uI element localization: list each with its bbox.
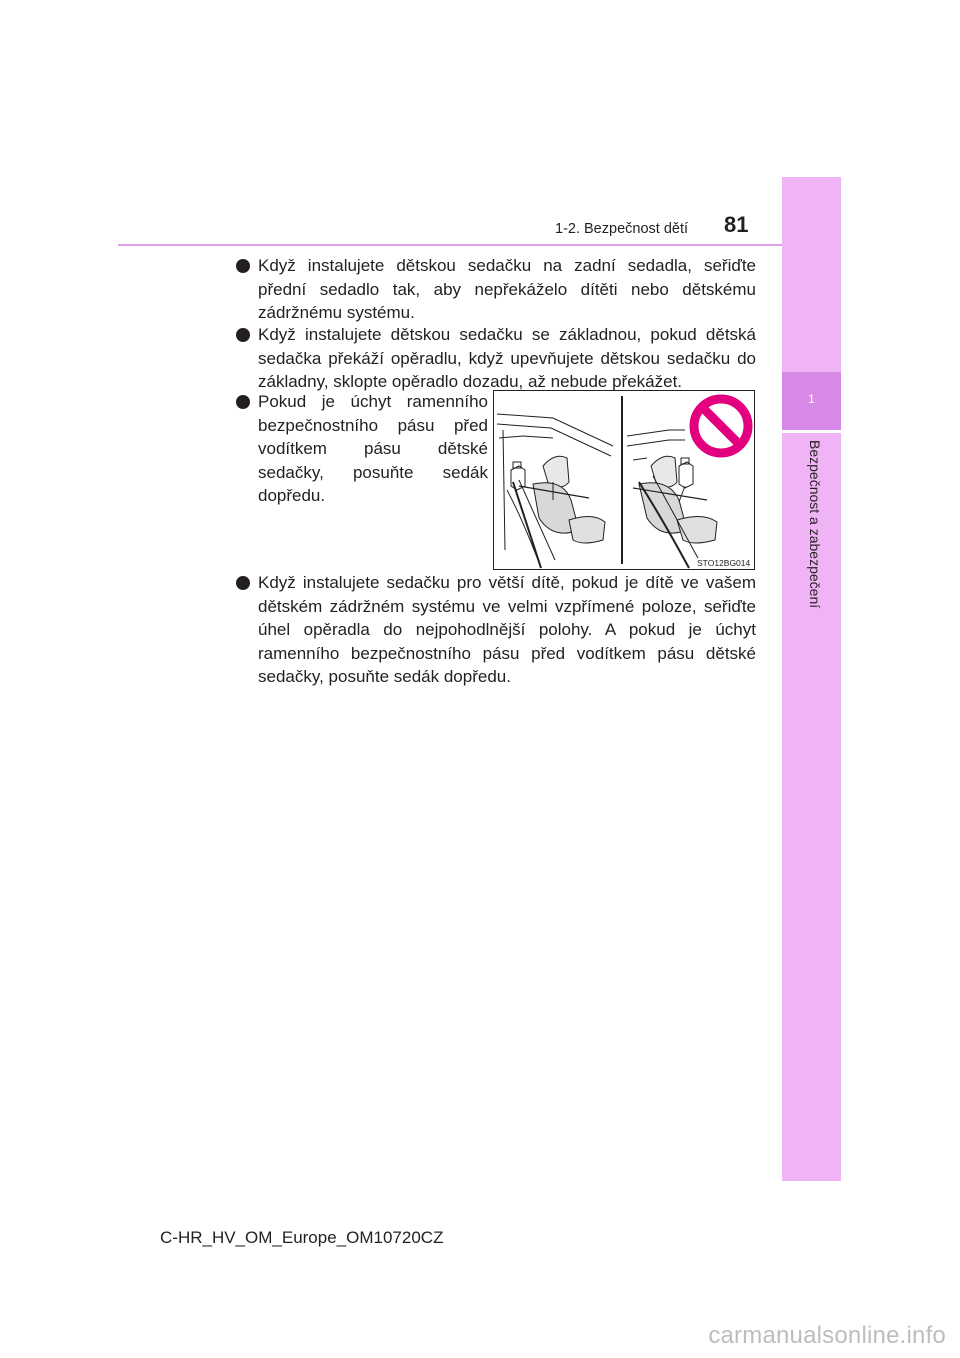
bullet-dot-icon (236, 395, 250, 409)
bullet-dot-icon (236, 259, 250, 273)
bullet-text: Pokud je úchyt ramenního bezpečnostního pásu před vodítkem pásu dětské sedačky, posuňte sedák dopředu. (258, 392, 488, 505)
header-divider (118, 244, 782, 246)
chapter-divider (782, 430, 841, 433)
chapter-number: 1 (808, 392, 815, 406)
bullet-dot-icon (236, 576, 250, 590)
bullet-text: Když instalujete dětskou sedačku na zadní sedadla, seřiďte přední sedadlo tak, aby nepřekáželo dítěti nebo dětskému zádržnému systému. (258, 256, 756, 322)
document-code: C-HR_HV_OM_Europe_OM10720CZ (160, 1228, 444, 1247)
prohibited-icon (694, 399, 748, 453)
figure-code: STO12BG014 (697, 558, 751, 568)
page-number: 81 (724, 212, 749, 237)
chapter-title: Bezpečnost a zabezpečení (807, 440, 823, 609)
bullet-text: Když instalujete dětskou sedačku se základnou, pokud dětská sedačka překáží opěradlu, když upevňujete dětskou sedačku do základny, sklopte opěradlo dozadu, až nebude překážet. (258, 325, 756, 391)
section-title: 1-2. Bezpečnost dětí (555, 221, 688, 237)
bullet-item (236, 323, 756, 398)
bullet-item (236, 254, 756, 329)
bullet-text: Když instalujete sedačku pro větší dítě, pokud je dítě ve vašem dětském zádržném systému ve velmi vzpřímené poloze, seřiďte úhel opěradla do nejpohodlnější polohy. A pokud je úchyt ramenního bezpečnostního pásu před vodítkem pásu dětské sedačky, posuňte sedák dopředu. (258, 573, 756, 686)
bullet-item (236, 390, 488, 505)
bullet-dot-icon (236, 328, 250, 342)
seat-belt-illustration (493, 390, 755, 570)
watermark: carmanualsonline.info (708, 1322, 946, 1349)
chapter-side-tab (782, 177, 841, 1181)
bullet-item (236, 571, 756, 691)
